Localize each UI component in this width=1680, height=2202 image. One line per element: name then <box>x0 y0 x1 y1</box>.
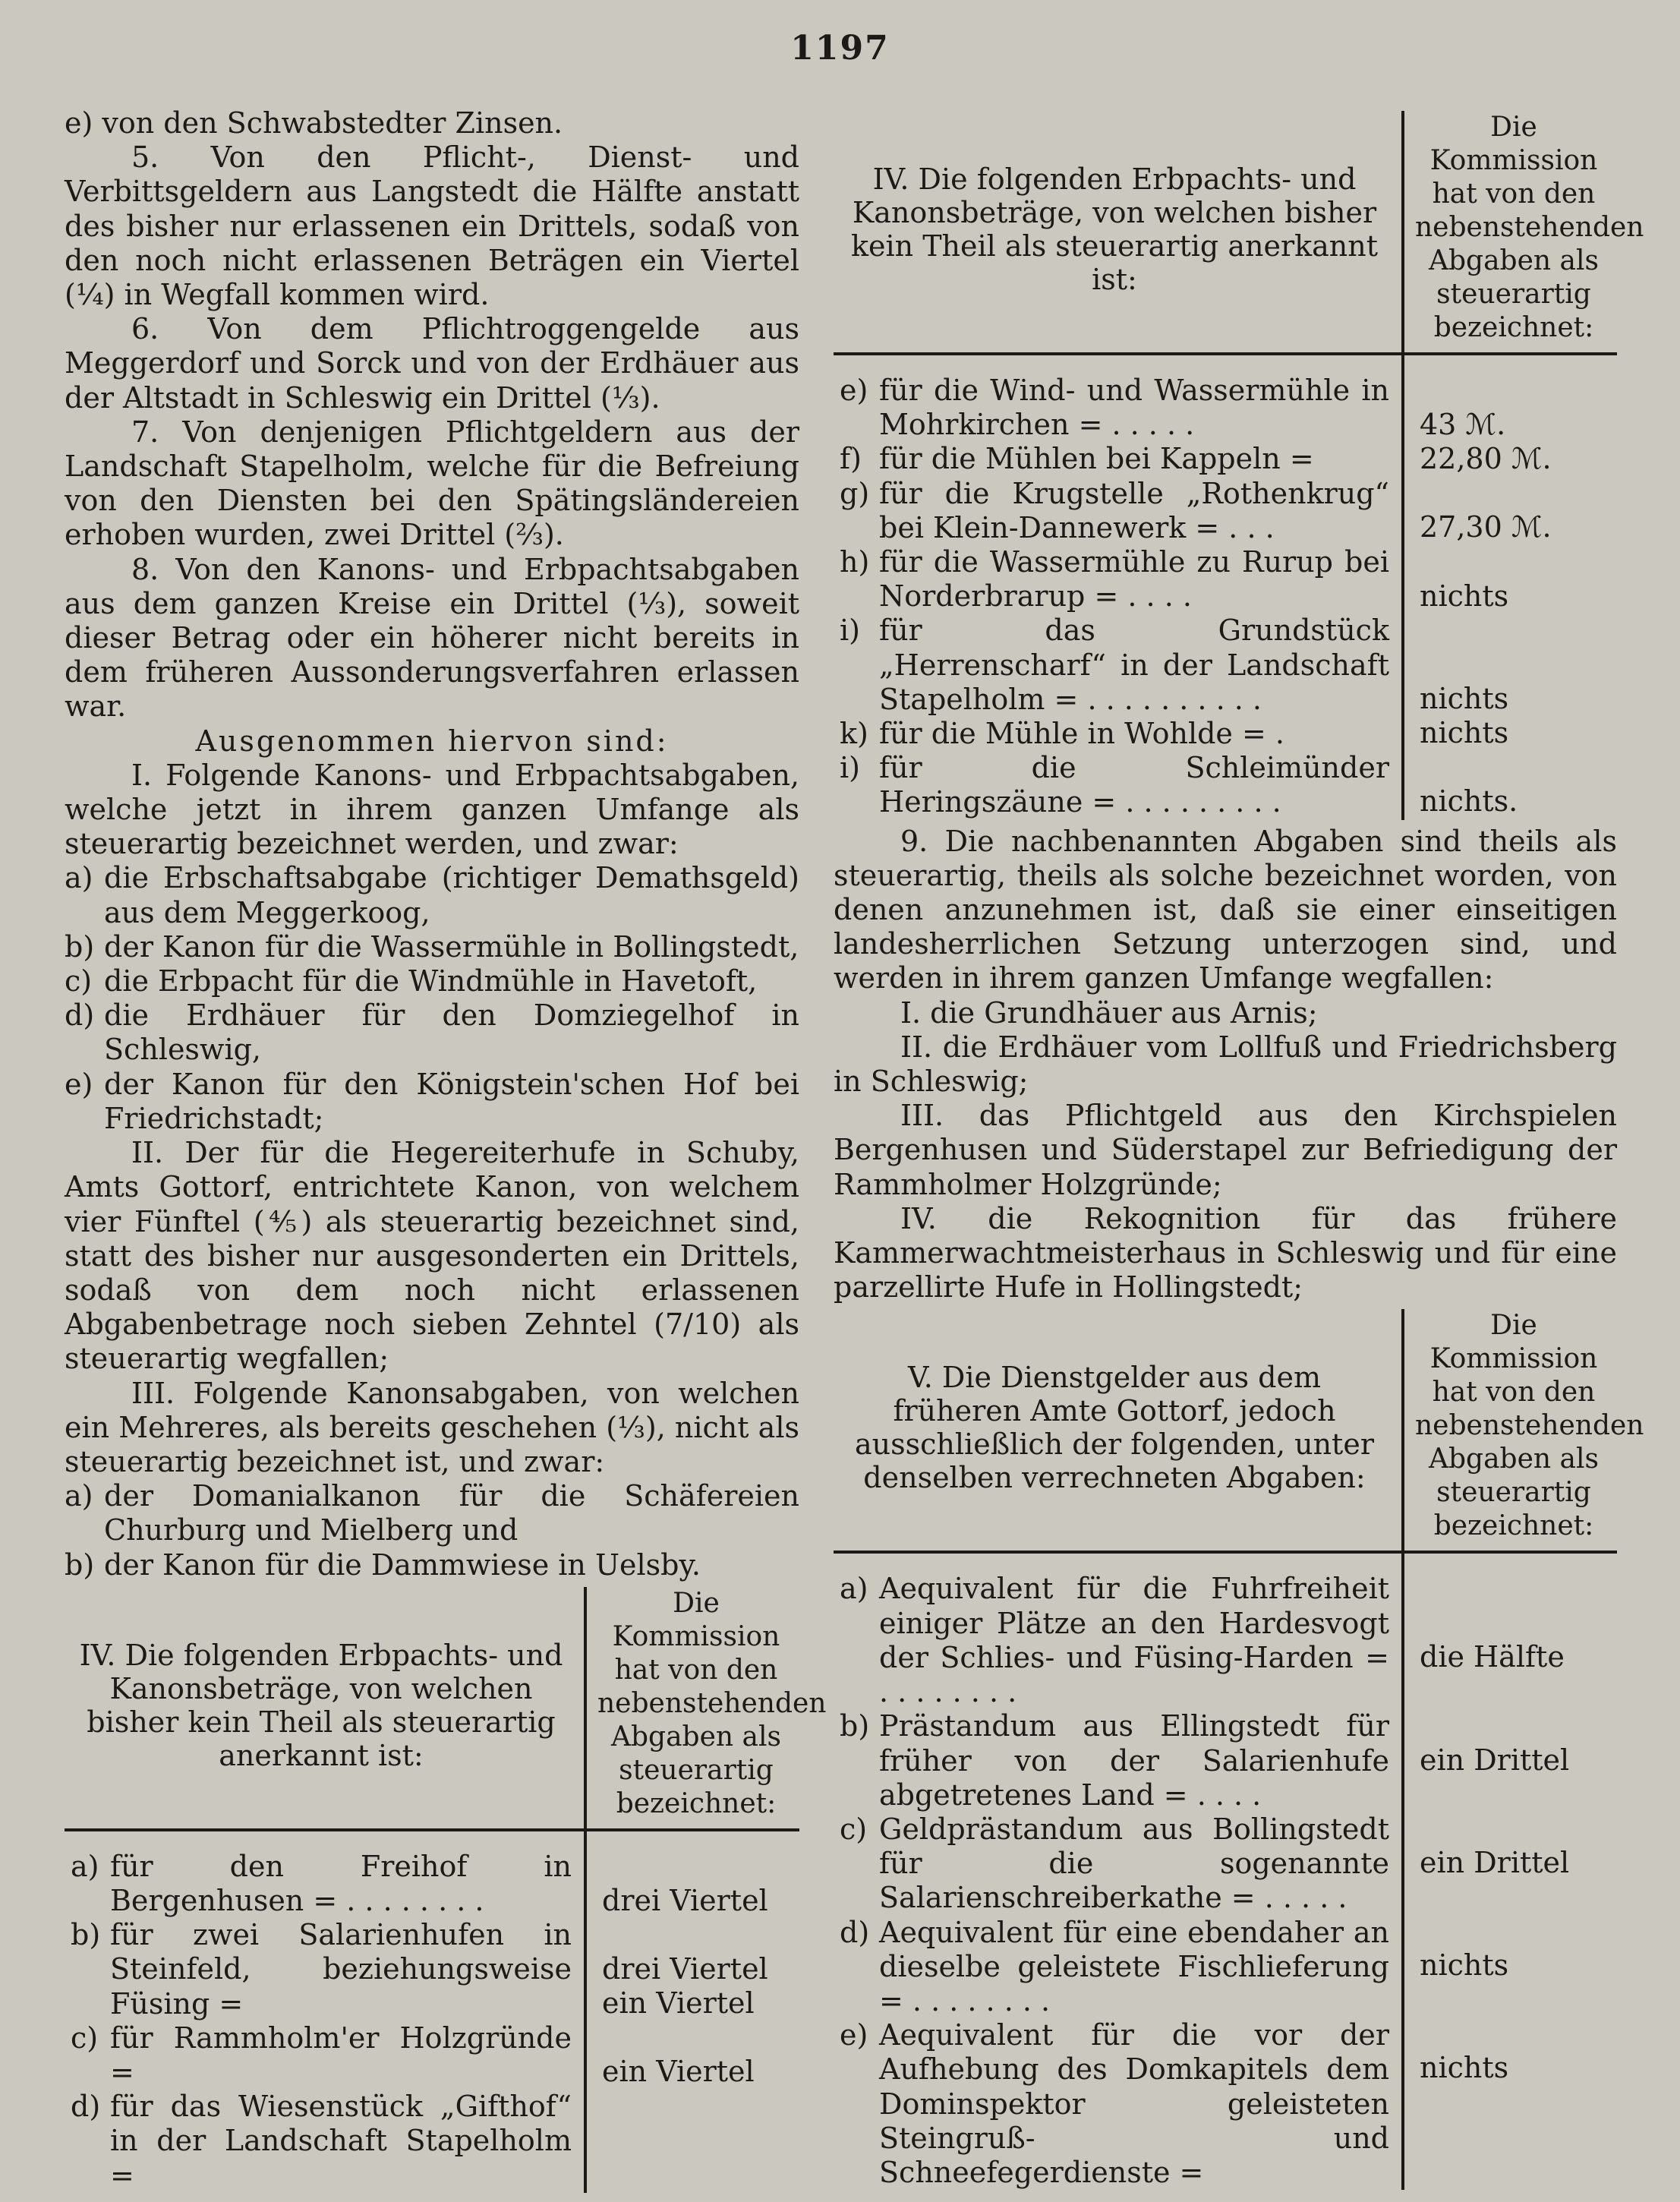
table-row <box>71 1850 572 1918</box>
paragraph-8: 8. Von den Kanons- und Erbpachtsabgaben aus dem ganzen Kreise ein Drittel (⅓), soweit dieser Betrag oder ein höherer nicht bereits in dem früheren Aussonderungsverfahren erlassen war. <box>65 552 799 724</box>
list-item-text: der Kanon für den Königstein'schen Hof bei Friedrichstadt; <box>104 1067 799 1135</box>
table-row-text: Geldprästandum aus Bollingstedt für die sogenannte Salarienschreiberkathe = . . . . . <box>879 1812 1389 1915</box>
table-row-label: a) <box>840 1572 868 1606</box>
list-item <box>65 1548 799 1582</box>
table-row <box>71 2090 572 2193</box>
table-row-text: Prästandum aus Ellingstedt für früher von der Salarienhufe abgetretenes Land = . . . . <box>879 1709 1389 1812</box>
table-row-label: h) <box>840 545 870 579</box>
table-row <box>840 477 1389 545</box>
table-row-value: nichts <box>1420 716 1509 750</box>
list-item <box>65 861 799 929</box>
table-row-text: für das Grundstück „Herrenscharf“ in der Landschaft Stapelholm = . . . . . . . . . . <box>879 614 1389 716</box>
list-item-text: die Erdhäuer für den Domziegelhof in Schleswig, <box>104 998 799 1067</box>
table-row-text: für das Wiesenstück „Gifthof“ in der Landschaft Stapelholm = <box>110 2090 572 2192</box>
table-row-text: für die Wassermühle zu Rurup bei Norderbrarup = . . . . <box>879 545 1389 614</box>
list-item-label: e) <box>65 1067 93 1101</box>
table-row <box>840 1572 1389 1709</box>
table-row-label: a) <box>71 1849 99 1883</box>
table-row-value: nichts <box>1420 2051 1509 2085</box>
list-item-label: a) <box>65 861 93 895</box>
table-row-label: i) <box>840 614 860 648</box>
table-row-value: 27,30 ℳ. <box>1420 510 1552 544</box>
list-item-text: der Domanialkanon für die Schäfereien Churburg und Mielberg und <box>104 1479 799 1547</box>
table-row-value: 22,80 ℳ. <box>1420 442 1552 476</box>
table-row-value: 43 ℳ. <box>1420 408 1506 441</box>
right-column <box>834 106 1644 2194</box>
list-item-text: der Kanon für die Dammwiese in Uelsby. <box>104 1547 701 1582</box>
table-row <box>840 1916 1389 2019</box>
table-row-text: für zwei Salarienhufen in Steinfeld, beziehungsweise Füsing = <box>110 1918 572 2021</box>
table-row <box>71 2021 572 2090</box>
table-row-value: drei Viertel <box>602 1951 768 1986</box>
table-row <box>71 1918 572 2021</box>
table-row-text: für die Mühlen bei Kappeln = <box>879 442 1314 476</box>
table-row-value: die Hälfte <box>1420 1640 1565 1674</box>
list-item <box>65 930 799 964</box>
exceptions-heading: Ausgenommen hiervon sind: <box>195 724 669 758</box>
table-row-value: nichts. <box>1420 784 1518 819</box>
list-item <box>65 998 799 1067</box>
table-row-label: e) <box>840 374 868 407</box>
table-row-label: c) <box>840 1812 868 1846</box>
table-row <box>840 751 1389 819</box>
table-row-text: für den Freihof in Bergenhusen = . . . . . . . . <box>110 1849 572 1917</box>
list-item-text: der Kanon für die Wassermühle in Bollingstedt, <box>104 929 799 964</box>
section-9-intro: 9. Die nachbenannten Abgaben sind theils als steuerartig, theils als solche bezeichnet worden, von denen anzunehmen ist, daß sie einer einseitigen landesherrlichen Setzung unterzogen sind, und werden in ihrem ganzen Umfange wegfallen: <box>834 824 1617 995</box>
list-item-text: die Erbpacht für die Windmühle in Havetoft, <box>104 964 758 998</box>
section-9-item: IV. die Rekognition für das frühere Kammerwachtmeisterhaus in Schleswig und für eine parzellirte Hufe in Hollingstedt; <box>834 1201 1617 1304</box>
section-9-item: II. die Erdhäuer vom Lollfuß und Friedrichsberg in Schleswig; <box>834 1030 1617 1099</box>
table-iv-continued <box>834 111 1644 820</box>
list-item-label: c) <box>65 964 93 998</box>
table-iv-header-right: Die Kommission hat von den nebenstehenden Abgaben als steuerartig bezeichnet: <box>587 1587 799 1831</box>
table-row-label: c) <box>71 2021 99 2055</box>
list-item <box>65 1068 799 1136</box>
table-row <box>840 1709 1389 1812</box>
list-item-label: b) <box>65 929 95 964</box>
left-column <box>65 106 827 2197</box>
table-row-label: e) <box>840 2018 868 2052</box>
table-iv-cont-body-left <box>834 355 1404 820</box>
table-iv <box>65 1587 827 2193</box>
table-row-value: ein Viertel <box>602 2055 755 2089</box>
table-row-text: Aequivalent für eine ebendaher an dieselbe geleistete Fischlieferung = . . . . . . . . <box>879 1915 1389 2017</box>
table-row <box>840 374 1389 442</box>
list-item-label: b) <box>65 1547 95 1582</box>
table-row-value: nichts <box>1420 1948 1509 1983</box>
list-item <box>65 964 799 998</box>
table-row-label: f) <box>840 442 862 476</box>
table-row-text: für die Schleimünder Heringszäune = . . . . . . . . . <box>879 751 1389 819</box>
table-row <box>840 545 1389 614</box>
table-iv-cont-header-right: Die Kommission hat von den nebenstehenden Abgaben als steuerartig bezeichnet: <box>1404 111 1617 355</box>
table-row-text: für die Mühle in Wohlde = . <box>879 717 1284 751</box>
table-row-text: Aequivalent für die Fuhrfreiheit einiger Plätze an den Hardesvogt der Schlies- und Füsing-Harden = . . . . . . . . <box>879 1572 1389 1709</box>
table-row-label: k) <box>840 717 868 751</box>
paragraph-7: 7. Von denjenigen Pflichtgeldern aus der Landschaft Stapelholm, welche für die Befreiung von den Diensten bei den Spätingsländereien erhoben wurden, zwei Drittel (⅔). <box>65 415 799 552</box>
table-row-label: i) <box>840 751 860 785</box>
table-row <box>840 442 1389 476</box>
table-row <box>840 2018 1389 2190</box>
section-9-item: I. die Grundhäuer aus Arnis; <box>900 995 1318 1030</box>
table-row-label: g) <box>840 476 870 510</box>
table-row-text: für die Wind- und Wassermühle in Mohrkirchen = . . . . . <box>879 374 1389 442</box>
table-v <box>834 1309 1644 2190</box>
table-iv-cont-header-left: IV. Die folgenden Erbpachts- und Kanonsbeträge, von welchen bisher kein Theil als steuerartig anerkannt ist: <box>834 111 1404 355</box>
table-row-text: Aequivalent für die vor der Aufhebung des Domkapitels dem Dominspektor geleisteten Steingruß- und Schneefegerdienste = <box>879 2018 1389 2189</box>
table-v-header-right: Die Kommission hat von den nebenstehenden Abgaben als steuerartig bezeichnet: <box>1404 1309 1617 1554</box>
list-item-label: a) <box>65 1479 93 1513</box>
table-row-value: nichts <box>1420 579 1509 613</box>
page-number: 1197 <box>790 29 890 68</box>
paragraph-6: 6. Von dem Pflichtroggengelde aus Meggerdorf und Sorck und von der Erdhäuer aus der Altstadt in Schleswig ein Drittel (⅓). <box>65 312 799 415</box>
table-row <box>840 1812 1389 1916</box>
table-v-header-left: V. Die Dienstgelder aus dem früheren Amte Gottorf, jedoch ausschließlich der folgenden, unter denselben verrechneten Abgaben: <box>834 1309 1404 1554</box>
section-3-intro: III. Folgende Kanonsabgaben, von welchen ein Mehreres, als bereits geschehen (⅓), nicht als steuerartig bezeichnet ist, und zwar: <box>65 1376 799 1478</box>
table-iv-header-left: IV. Die folgenden Erbpachts- und Kanonsbeträge, von welchen bisher kein Theil als steuerartig anerkannt ist: <box>65 1587 587 1831</box>
table-row <box>840 717 1389 751</box>
section-9-item: III. das Pflichtgeld aus den Kirchspielen Bergenhusen und Süderstapel zur Befriedigung der Rammholmer Holzgründe; <box>834 1099 1617 1201</box>
section-1-intro: I. Folgende Kanons- und Erbpachtsabgaben, welche jetzt in ihrem ganzen Umfange als steuerartig bezeichnet werden, und zwar: <box>65 758 799 861</box>
table-row-label: d) <box>71 2090 101 2124</box>
section-2: II. Der für die Hegereiterhufe in Schuby, Amts Gottorf, entrichtete Kanon, von welchem vier Fünftel (⅘) als steuerartig bezeichnet sind, statt des bisher nur ausgesonderten ein Drittels, sodaß von dem noch nicht erlassenen Abgabenbetrage noch sieben Zehntel (7/10) als steuerartig wegfallen; <box>65 1136 799 1376</box>
table-iv-body-left <box>65 1831 587 2193</box>
table-v-body-left <box>834 1554 1404 2190</box>
table-row-value: ein Viertel <box>602 1986 755 2021</box>
list-item-text: die Erbschaftsabgabe (richtiger Demathsgeld) aus dem Meggerkoog, <box>104 861 799 929</box>
table-v-body-right <box>1404 1554 1617 2190</box>
list-item <box>65 1479 799 1547</box>
paragraph-item-e: e) von den Schwabstedter Zinsen. <box>65 106 563 140</box>
table-row-label: b) <box>840 1709 870 1743</box>
table-row-text: für Rammholm'er Holzgründe = <box>110 2021 572 2089</box>
table-row-value: ein Drittel <box>1420 1743 1570 1777</box>
table-row-label: d) <box>840 1915 870 1949</box>
table-row-text: für die Krugstelle „Rothenkrug“ bei Klein-Dannewerk = . . . <box>879 476 1389 544</box>
table-iv-body-right <box>587 1831 799 2193</box>
table-row-value: ein Drittel <box>1420 1845 1570 1879</box>
table-row <box>840 614 1389 717</box>
list-item-label: d) <box>65 998 95 1033</box>
table-iv-cont-body-right <box>1404 355 1617 820</box>
table-row-value: nichts <box>1420 681 1509 715</box>
paragraph-5: 5. Von den Pflicht-, Dienst- und Verbittsgeldern aus Langstedt die Hälfte anstatt des bisher nur erlassenen ein Drittels, sodaß von den noch nicht erlassenen Beträgen ein Viertel (¼) in Wegfall kommen wird. <box>65 140 799 312</box>
table-row-value: drei Viertel <box>602 1883 768 1917</box>
table-row-label: b) <box>71 1918 101 1952</box>
